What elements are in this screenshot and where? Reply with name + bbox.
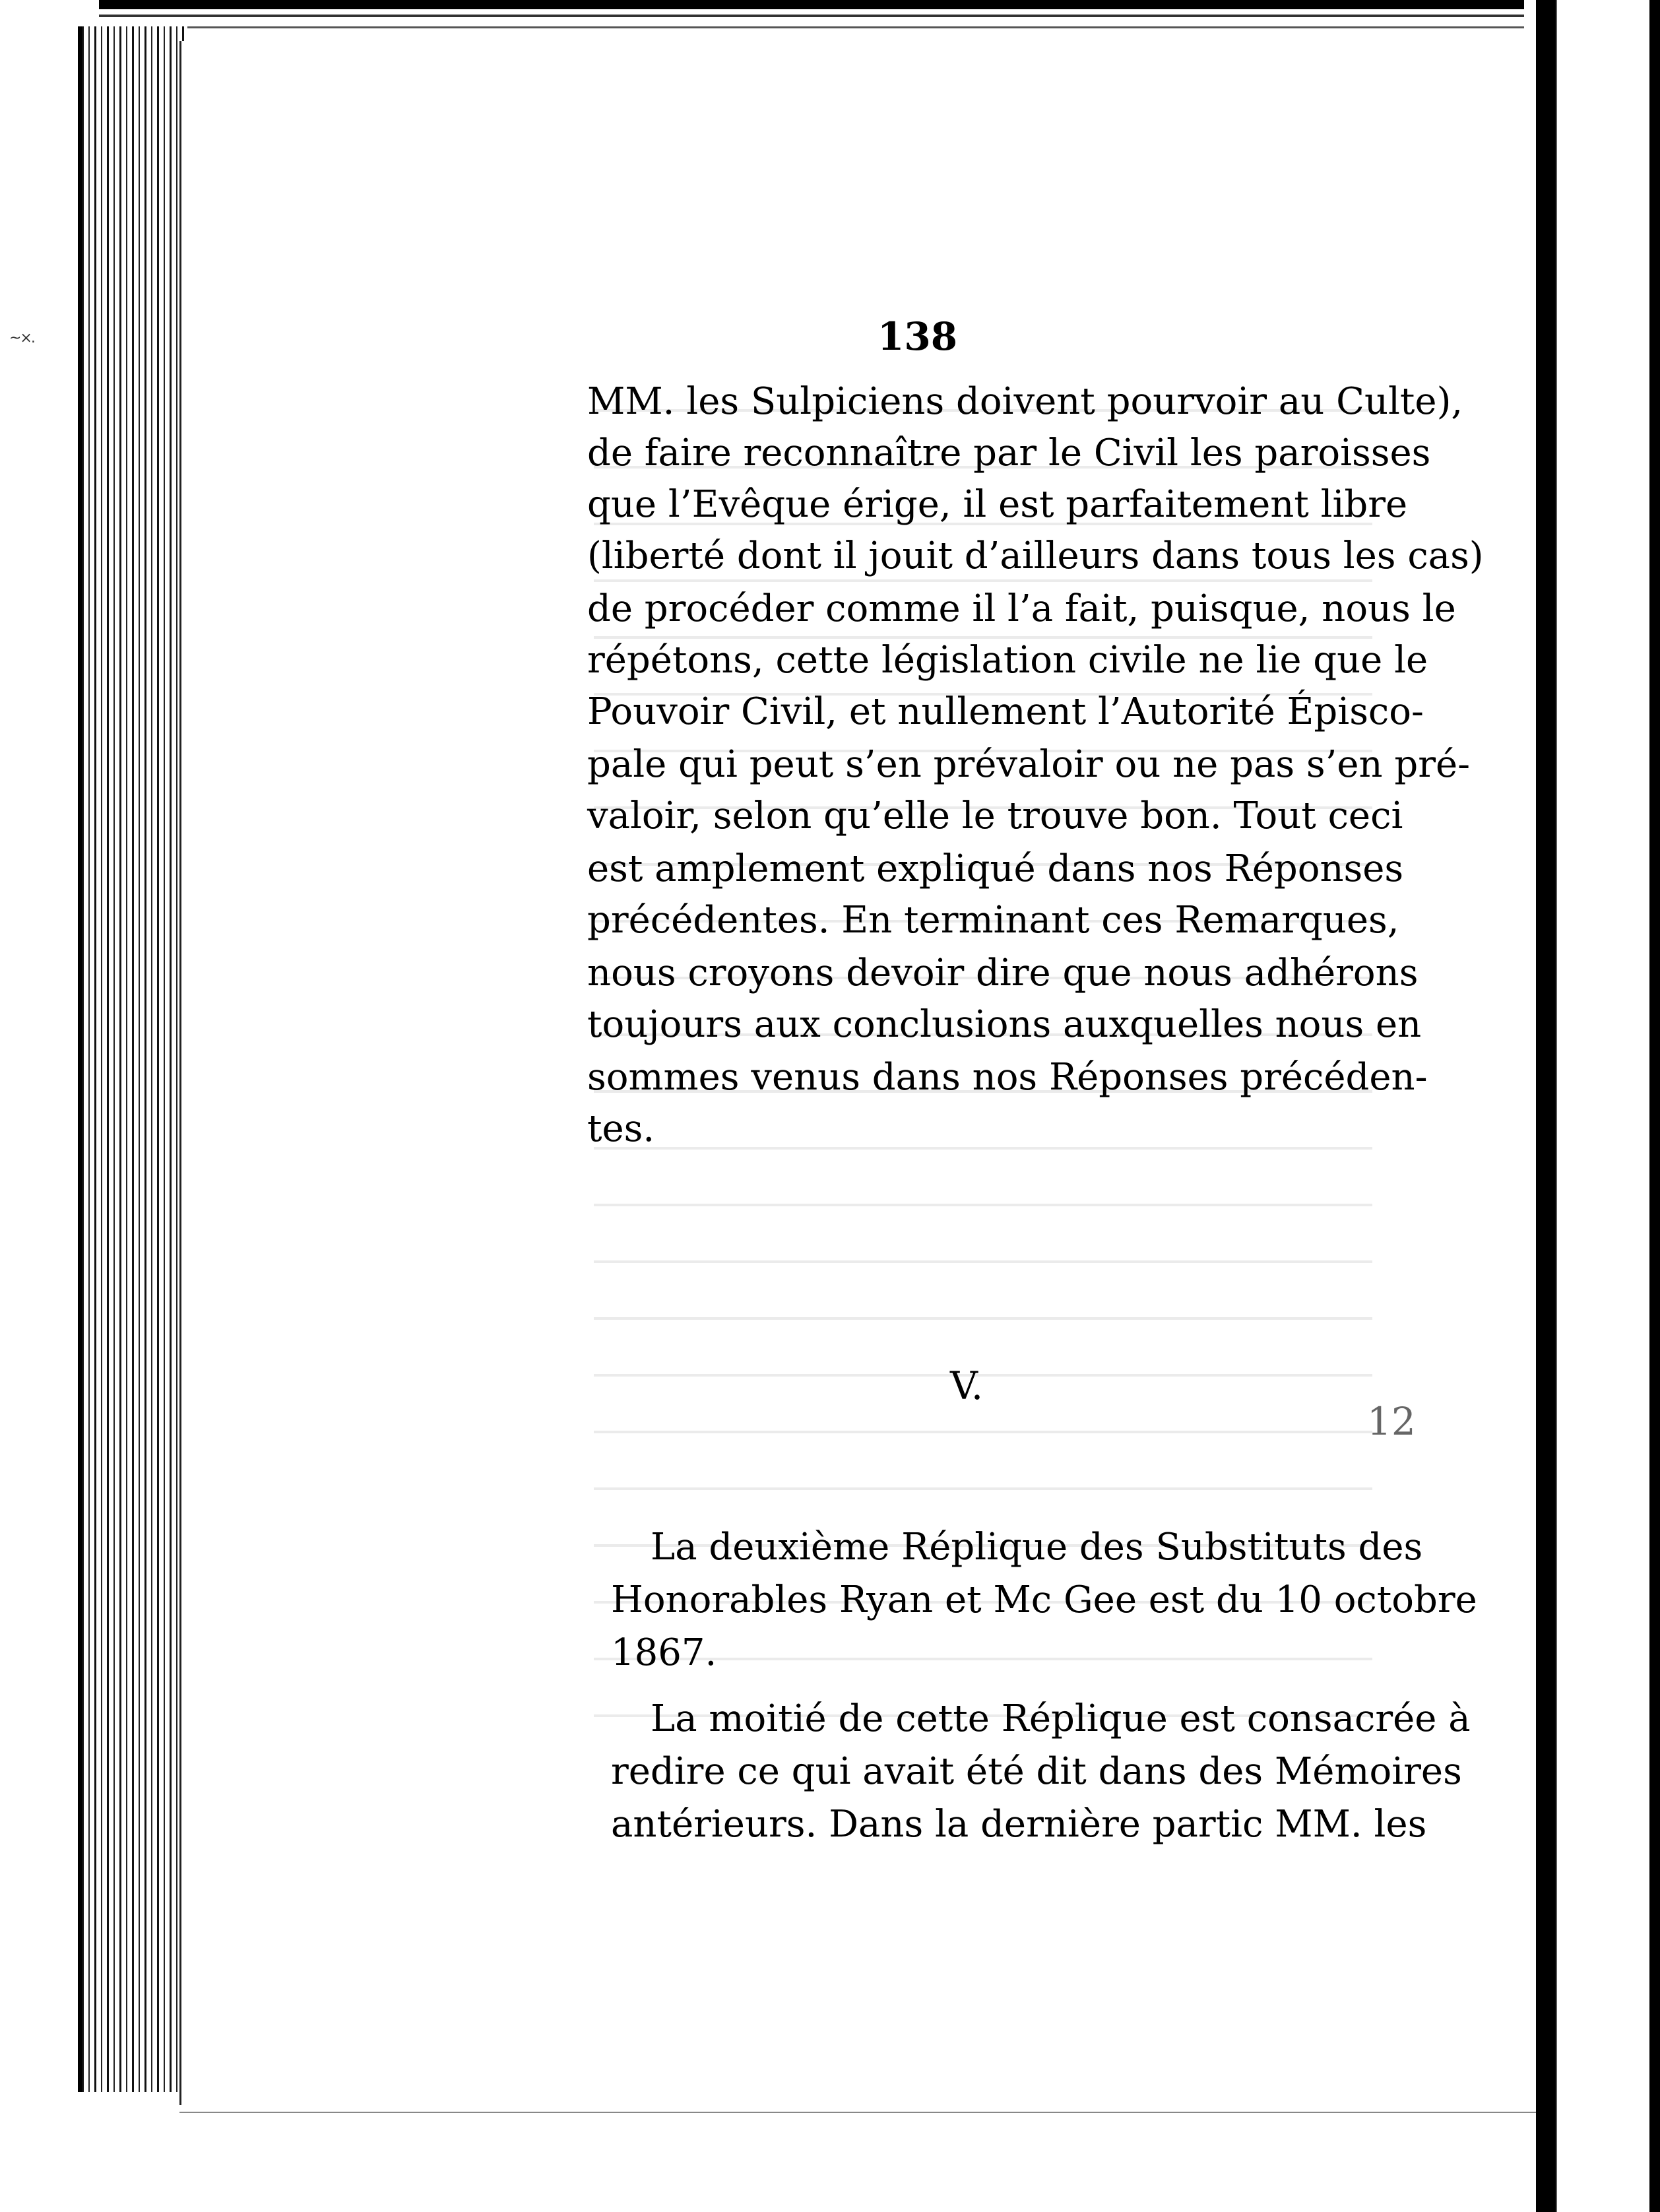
text-line: MM. les Sulpiciens doivent pourvoir au Culte), [587, 380, 1463, 423]
text-line: que l’Evêque érige, il est parfaitement libre [587, 483, 1408, 526]
text-line: de procéder comme il l’a fait, puisque, nous le [587, 587, 1456, 630]
text-line: sommes venus dans nos Réponses précéden- [587, 1056, 1428, 1099]
text-line: répétons, cette législation civile ne lie que le [587, 639, 1428, 682]
text-line: antérieurs. Dans la dernière partic MM. les [611, 1803, 1427, 1846]
scanner-mark: ~×. [9, 330, 34, 346]
facing-page-edge [1556, 0, 1660, 2212]
text-line: (liberté dont il jouit d’ailleurs dans tous les cas) [587, 535, 1484, 577]
text-line: 1867. [611, 1631, 717, 1674]
section-heading: V. [950, 1363, 984, 1408]
text-line: nous croyons devoir dire que nous adhérons [587, 952, 1419, 994]
text-line: La deuxième Réplique des Substituts des [651, 1526, 1423, 1569]
book-top-edge [99, 0, 1524, 40]
text-line: de faire reconnaître par le Civil les paroisses [587, 432, 1431, 474]
text-line: redire ce qui avait été dit dans des Mémoires [611, 1750, 1462, 1793]
book-gutter [1536, 0, 1556, 2212]
page-number: 138 [878, 314, 958, 359]
text-line: Honorables Ryan et Mc Gee est du 10 octobre [611, 1578, 1477, 1621]
book-bottom-edge [179, 2105, 1539, 2125]
text-line: précédentes. En terminant ces Remarques, [587, 899, 1399, 942]
text-line: La moitié de cette Réplique est consacrée à [651, 1697, 1471, 1740]
scan-border [1649, 0, 1660, 2212]
text-line: toujours aux conclusions auxquelles nous en [587, 1003, 1422, 1046]
text-line: tes. [587, 1107, 655, 1150]
text-line: valoir, selon qu’elle le trouve bon. Tout ceci [587, 795, 1403, 837]
text-line: Pouvoir Civil, et nullement l’Autorité Épisco- [587, 690, 1424, 733]
show-through-mark: 12 [1367, 1399, 1416, 1444]
book-left-edge [78, 26, 187, 2092]
text-line: est amplement expliqué dans nos Réponses [587, 847, 1404, 890]
text-line: pale qui peut s’en prévaloir ou ne pas s’en pré- [587, 743, 1471, 786]
